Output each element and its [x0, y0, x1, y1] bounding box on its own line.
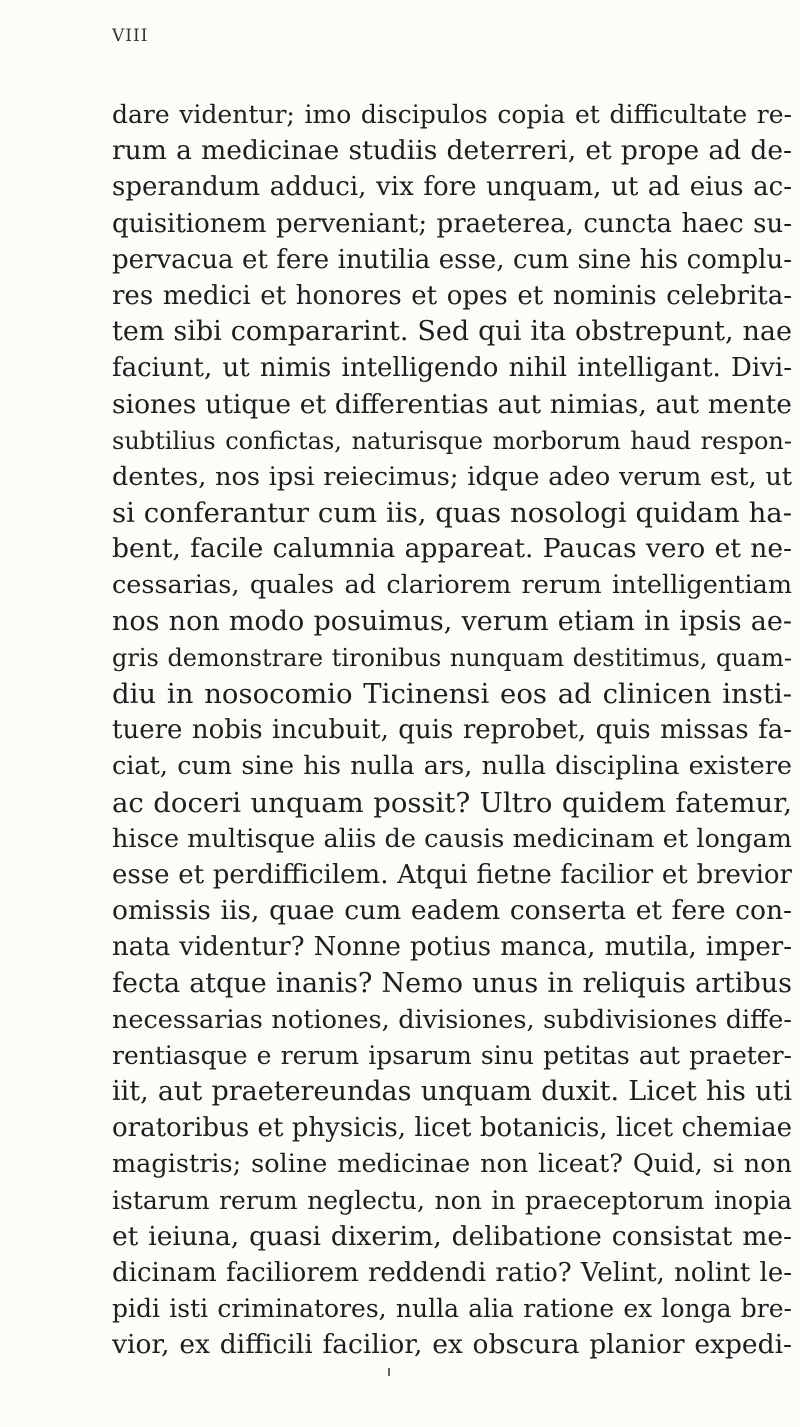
text-line: faciunt, ut nimis intelligendo nihil intelligant. Divi- [112, 353, 792, 384]
text-line: et ieiuna, quasi dixerim, delibatione consistat me- [112, 1220, 792, 1252]
text-line: dicinam faciliorem reddendi ratio? Velint, nolint le- [112, 1258, 792, 1288]
page-number: VIII [112, 26, 149, 46]
text-line: pidi isti criminatores, nulla alia ratione ex longa bre- [112, 1294, 792, 1324]
text-line: istarum rerum neglectu, non in praeceptorum inopia [112, 1185, 792, 1215]
text-line: siones utique et differentias aut nimias, aut mente [112, 388, 792, 420]
ink-mark [388, 1368, 390, 1376]
text-line: rentiasque e rerum ipsarum sinu petitas aut praeter- [112, 1040, 792, 1070]
text-line: omissis iis, quae cum eadem conserta et fere con- [112, 895, 792, 927]
text-line: oratoribus et physicis, licet botanicis, licet chemiae [112, 1113, 792, 1144]
text-line: ciat, cum sine his nulla ars, nulla disciplina existere [112, 751, 792, 782]
text-line: iit, aut praetereundas unquam duxit. Licet his uti [112, 1076, 792, 1108]
text-line: nos non modo posuimus, verum etiam in ipsis ae- [112, 605, 792, 637]
text-line: rum a medicinae studiis deterreri, et prope ad de- [112, 135, 792, 167]
text-line: magistris; soline medicinae non liceat? Quid, si non [112, 1149, 792, 1180]
text-line: dare videntur; imo discipulos copia et difficultate re- [112, 100, 792, 129]
text-line: subtilius confictas, naturisque morborum haud respon- [112, 426, 792, 455]
text-line: diu in nosocomio Ticinensi eos ad clinicen insti- [112, 678, 792, 710]
text-line: cessarias, quales ad clariorem rerum intelligentiam [112, 570, 792, 601]
text-line: ac doceri unquam possit? Ultro quidem fatemur, [112, 786, 792, 819]
text-line: tem sibi compararint. Sed qui ita obstrepunt, nae [112, 316, 792, 348]
text-line: esse et perdifficilem. Atqui fietne facilior et brevior [112, 859, 792, 890]
text-line: pervacua et fere inutilia esse, cum sine his complu- [112, 244, 792, 275]
text-line: gris demonstrare tironibus nunquam destitimus, quam- [112, 643, 792, 672]
text-line: bent, facile calumnia appareat. Paucas vero et ne- [112, 533, 792, 565]
text-line: quisitionem perveniant; praeterea, cuncta haec su- [112, 208, 792, 239]
text-line: tuere nobis incubuit, quis reprobet, quis missas fa- [112, 715, 792, 746]
text-line: sperandum adduci, vix fore unquam, ut ad eius ac- [112, 172, 792, 203]
text-line: dentes, nos ipsi reiecimus; idque adeo verum est, ut [112, 461, 792, 492]
text-line: res medici et honores et opes et nominis celebrita- [112, 280, 792, 311]
text-line: nata videntur? Nonne potius manca, mutila, imper- [112, 932, 792, 963]
text-line: si conferantur cum iis, quas nosologi quidam ha- [112, 497, 792, 530]
body-text [112, 97, 792, 1364]
text-line: fecta atque inanis? Nemo unus in reliquis artibus [112, 967, 792, 999]
text-line: hisce multisque aliis de causis medicinam et longam [112, 823, 792, 854]
text-line: vior, ex difficili facilior, ex obscura planior expedi- [112, 1329, 792, 1361]
text-line: necessarias notiones, divisiones, subdivisiones diffe- [112, 1004, 792, 1035]
